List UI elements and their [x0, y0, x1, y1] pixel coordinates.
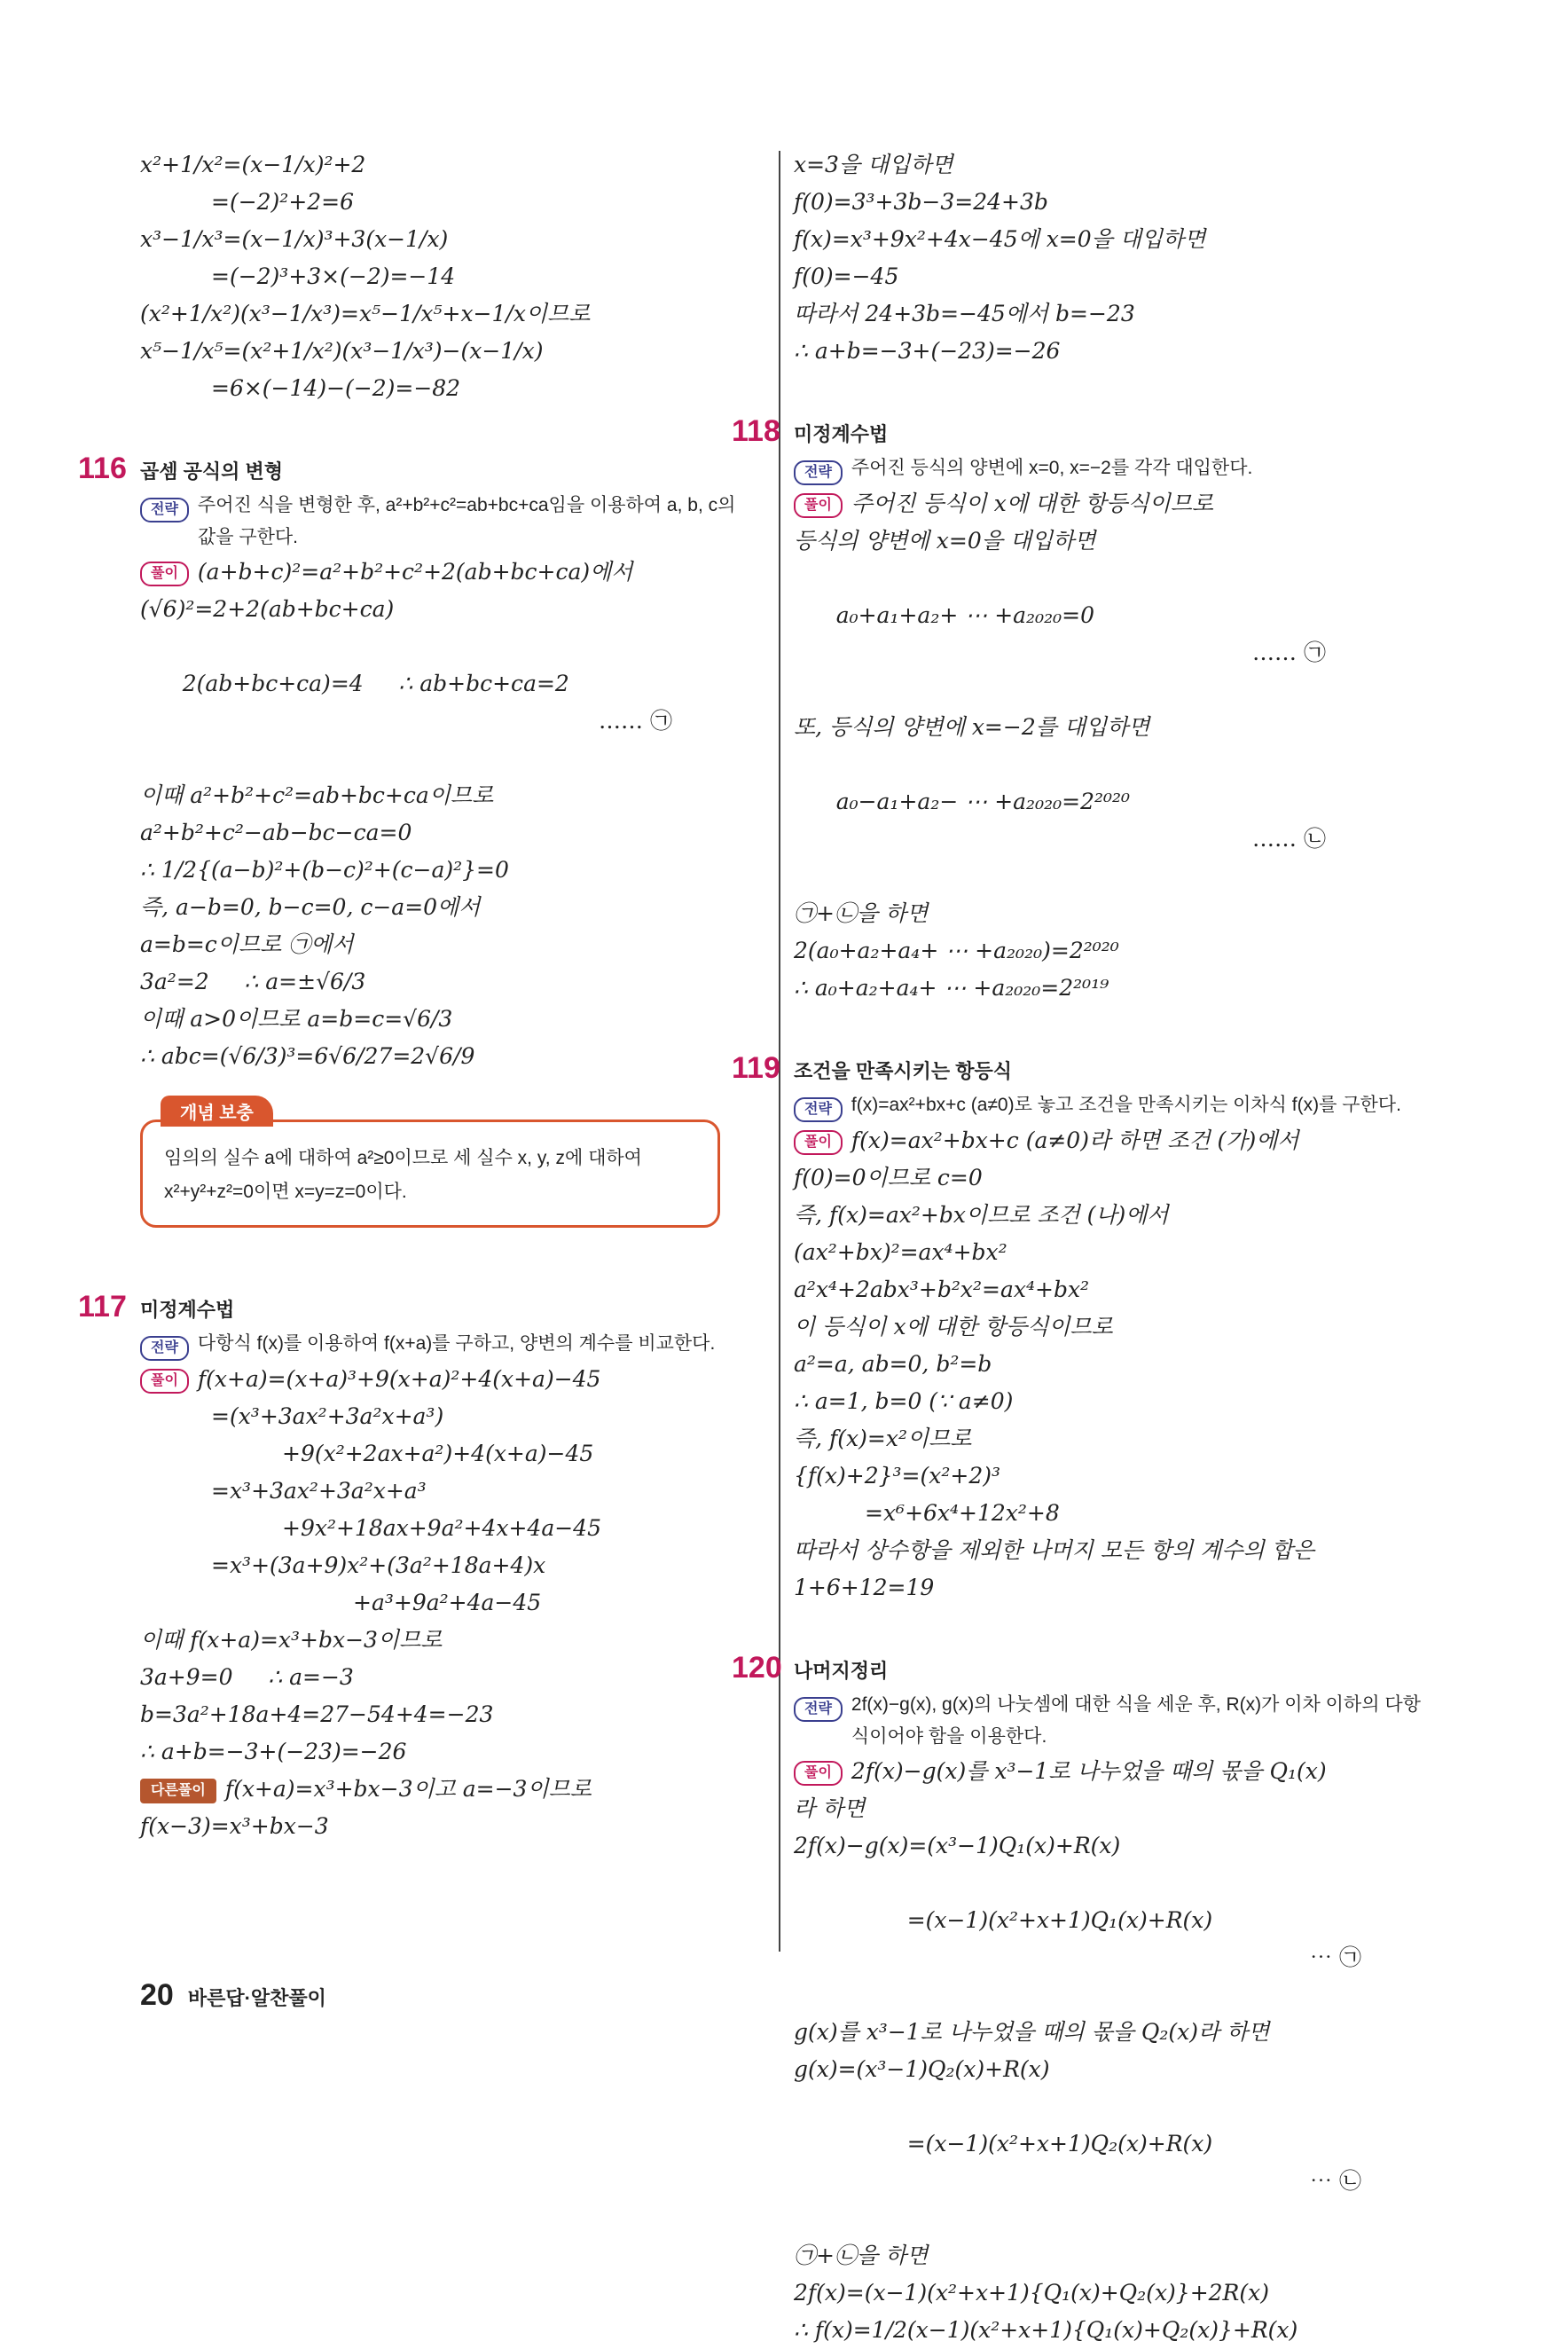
- math-line: a²=a, ab=0, b²=b: [794, 1351, 992, 1377]
- problem-number: 120: [732, 1651, 782, 1685]
- math-line: 즉, f(x)=x²이므로: [794, 1426, 972, 1451]
- problem-title: 미정계수법: [140, 1299, 235, 1321]
- math-line: 1+6+12=19: [794, 1575, 935, 1600]
- left-column: [78, 146, 752, 1845]
- math-line: (x²+1/x²)(x³−1/x³)=x⁵−1/x⁵+x−1/x이므로: [140, 301, 591, 326]
- math-line: 주어진 등식이 x에 대한 항등식이므로: [851, 491, 1214, 516]
- math-line: =6×(−14)−(−2)=−82: [211, 375, 461, 401]
- alt-solution-badge: 다른풀이: [140, 1779, 216, 1803]
- math-line: a₀−a₁+a₂− ⋯ +a₂₀₂₀=2²⁰²⁰: [835, 789, 1131, 814]
- equation-tag: …… ㉠: [599, 708, 672, 734]
- math-line: a²x⁴+2abx³+b²x²=ax⁴+bx²: [794, 1277, 1090, 1302]
- concept-text: 임의의 실수 a에 대하여 a²≥0이므로 세 실수 x, y, z에 대하여 x²+y²+z²=0이면 x=y=z=0이다.: [164, 1148, 642, 1202]
- math-line: g(x)=(x³−1)Q₂(x)+R(x): [794, 2056, 1050, 2082]
- equation-tag: ⋯ ㉠: [1310, 1944, 1361, 1970]
- math-line: ∴ a₀+a₂+a₄+ ⋯ +a₂₀₂₀=2²⁰¹⁹: [794, 975, 1109, 1001]
- math-line: (ax²+bx)²=ax⁴+bx²: [794, 1239, 1007, 1265]
- book-title: 바른답·알찬풀이: [187, 1987, 326, 2009]
- equation-tag: …… ㉡: [1252, 826, 1326, 852]
- math-line: 이때 f(x+a)=x³+bx−3이므로: [140, 1627, 443, 1653]
- math-line: 2f(x)=(x−1)(x²+x+1){Q₁(x)+Q₂(x)}+2R(x): [794, 2280, 1269, 2306]
- problem-119: [732, 1051, 1432, 1607]
- problem-number: 116: [78, 452, 127, 485]
- problem-number: 119: [732, 1051, 780, 1085]
- math-line: 라 하면: [794, 1795, 866, 1821]
- page-footer: [140, 1978, 326, 2013]
- math-line: f(x−3)=x³+bx−3: [140, 1813, 329, 1839]
- math-line: f(0)=3³+3b−3=24+3b: [794, 189, 1048, 215]
- math-line: ∴ f(x)=1/2(x−1)(x²+x+1){Q₁(x)+Q₂(x)}+R(x): [794, 2317, 1298, 2343]
- math-line: 2f(x)−g(x)=(x³−1)Q₁(x)+R(x): [794, 1833, 1121, 1858]
- solution-badge: 풀이: [794, 1761, 843, 1786]
- math-line: 3a+9=0 ∴ a=−3: [140, 1664, 354, 1690]
- strategy-text: 2f(x)−g(x), g(x)의 나눗셈에 대한 식을 세운 후, R(x)가 이차 이하의 다항식이어야 함을 이용한다.: [851, 1694, 1421, 1747]
- strategy-text: 주어진 등식의 양변에 x=0, x=−2를 각각 대입한다.: [851, 458, 1253, 478]
- math-line: x³−1/x³=(x−1/x)³+3(x−1/x): [140, 226, 449, 252]
- math-line: x²+1/x²=(x−1/x)²+2: [140, 152, 366, 177]
- problem-title: 나머지정리: [794, 1660, 889, 1682]
- math-line: +9(x²+2ax+a²)+4(x+a)−45: [282, 1441, 594, 1466]
- concept-box: [140, 1104, 720, 1228]
- solution-badge: 풀이: [140, 1369, 189, 1394]
- math-line: ㉠+㉡을 하면: [794, 2243, 929, 2268]
- math-line: f(x+a)=x³+bx−3이고 a=−3이므로: [224, 1776, 592, 1802]
- math-line: (√6)²=2+2(ab+bc+ca): [140, 596, 395, 622]
- math-line: =(x−1)(x²+x+1)Q₁(x)+R(x): [906, 1907, 1213, 1933]
- strategy-badge: 전략: [794, 1097, 843, 1122]
- math-line: f(x)=ax²+bx+c (a≠0)라 하면 조건 (가)에서: [851, 1127, 1299, 1153]
- problem-number: 118: [732, 414, 780, 448]
- math-line: f(0)=0이므로 c=0: [794, 1165, 983, 1190]
- math-line: 이 등식이 x에 대한 항등식이므로: [794, 1314, 1113, 1339]
- strategy-badge: 전략: [794, 460, 843, 485]
- math-line: 3a²=2 ∴ a=±√6/3: [140, 969, 366, 994]
- problem-120: [732, 1651, 1432, 2349]
- equation-tag: ⋯ ㉡: [1310, 2168, 1361, 2194]
- problem-title: 조건을 만족시키는 항등식: [794, 1060, 1012, 1082]
- math-line: 따라서 상수항을 제외한 나머지 모든 항의 계수의 합은: [794, 1537, 1314, 1563]
- math-line: 이때 a²+b²+c²=ab+bc+ca이므로: [140, 782, 494, 808]
- math-line: ∴ 1/2{(a−b)²+(b−c)²+(c−a)²}=0: [140, 857, 509, 883]
- math-line: ∴ abc=(√6/3)³=6√6/27=2√6/9: [140, 1043, 475, 1069]
- math-line: 즉, f(x)=ax²+bx이므로 조건 (나)에서: [794, 1202, 1169, 1228]
- math-line: ∴ a=1, b=0 (∵ a≠0): [794, 1388, 1014, 1414]
- problem-117: [78, 1290, 752, 1845]
- math-line: ㉠+㉡을 하면: [794, 900, 929, 926]
- problem-title: 미정계수법: [794, 423, 889, 445]
- continued-solution-117: [794, 146, 1432, 370]
- math-line: f(x)=x³+9x²+4x−45에 x=0을 대입하면: [794, 226, 1206, 252]
- math-line: +9x²+18ax+9a²+4x+4a−45: [282, 1515, 601, 1541]
- math-line: +a³+9a²+4a−45: [353, 1590, 542, 1615]
- math-line: =(−2)²+2=6: [211, 189, 355, 215]
- math-line: =x³+(3a+9)x²+(3a²+18a+4)x: [211, 1552, 546, 1578]
- strategy-text: 다항식 f(x)를 이용하여 f(x+a)를 구하고, 양변의 계수를 비교한다.: [197, 1333, 716, 1354]
- solution-badge: 풀이: [140, 562, 189, 586]
- continued-solution-115: [140, 146, 752, 407]
- strategy-text: f(x)=ax²+bx+c (a≠0)로 놓고 조건을 만족시키는 이차식 f(x)를 구한다.: [851, 1095, 1401, 1115]
- concept-label: 개념 보충: [161, 1096, 273, 1127]
- strategy-badge: 전략: [140, 1336, 189, 1361]
- strategy-text: 주어진 식을 변형한 후, a²+b²+c²=ab+bc+ca임을 이용하여 a, b, c의 값을 구한다.: [197, 495, 736, 547]
- math-line: x=3을 대입하면: [794, 152, 953, 177]
- math-line: 2f(x)−g(x)를 x³−1로 나누었을 때의 몫을 Q₁(x): [851, 1758, 1327, 1784]
- math-line: x⁵−1/x⁵=(x²+1/x²)(x³−1/x³)−(x−1/x): [140, 338, 544, 364]
- math-line: f(x+a)=(x+a)³+9(x+a)²+4(x+a)−45: [197, 1366, 601, 1392]
- math-line: f(0)=−45: [794, 263, 899, 289]
- math-line: =(x³+3ax²+3a²x+a³): [211, 1403, 444, 1429]
- problem-118: [732, 414, 1432, 1007]
- math-line: 즉, a−b=0, b−c=0, c−a=0에서: [140, 894, 481, 920]
- math-line: =x³+3ax²+3a²x+a³: [211, 1478, 427, 1504]
- problem-title: 곱셈 공식의 변형: [140, 460, 283, 483]
- math-line: a₀+a₁+a₂+ ⋯ +a₂₀₂₀=0: [835, 602, 1094, 628]
- math-line: 이때 a>0이므로 a=b=c=√6/3: [140, 1006, 453, 1032]
- solution-badge: 풀이: [794, 1130, 843, 1155]
- math-line: ∴ a+b=−3+(−23)=−26: [140, 1739, 407, 1764]
- math-line: 2(ab+bc+ca)=4 ∴ ab+bc+ca=2: [182, 671, 569, 696]
- math-line: b=3a²+18a+4=27−54+4=−23: [140, 1701, 494, 1727]
- math-line: g(x)를 x³−1로 나누었을 때의 몫을 Q₂(x)라 하면: [794, 2019, 1270, 2045]
- math-line: 따라서 24+3b=−45에서 b=−23: [794, 301, 1135, 326]
- page-number: 20: [140, 1978, 174, 2012]
- math-line: 또, 등식의 양변에 x=−2를 대입하면: [794, 714, 1150, 740]
- math-line: =(−2)³+3×(−2)=−14: [211, 263, 456, 289]
- math-line: 2(a₀+a₂+a₄+ ⋯ +a₂₀₂₀)=2²⁰²⁰: [794, 938, 1119, 963]
- math-line: (a+b+c)²=a²+b²+c²+2(ab+bc+ca)에서: [197, 559, 633, 585]
- problem-number: 117: [78, 1290, 127, 1324]
- math-line: 등식의 양변에 x=0을 대입하면: [794, 528, 1096, 554]
- strategy-badge: 전략: [794, 1697, 843, 1722]
- math-line: {f(x)+2}³=(x²+2)³: [794, 1463, 1000, 1489]
- strategy-badge: 전략: [140, 498, 189, 522]
- problem-116: [78, 452, 752, 1228]
- right-column: [732, 146, 1432, 2349]
- math-line: =(x−1)(x²+x+1)Q₂(x)+R(x): [906, 2131, 1213, 2157]
- math-line: a²+b²+c²−ab−bc−ca=0: [140, 820, 412, 845]
- math-line: ∴ a+b=−3+(−23)=−26: [794, 338, 1061, 364]
- math-line: a=b=c이므로 ㉠에서: [140, 931, 354, 957]
- equation-tag: …… ㉠: [1252, 640, 1326, 665]
- math-line: =x⁶+6x⁴+12x²+8: [865, 1500, 1060, 1526]
- solution-badge: 풀이: [794, 493, 843, 518]
